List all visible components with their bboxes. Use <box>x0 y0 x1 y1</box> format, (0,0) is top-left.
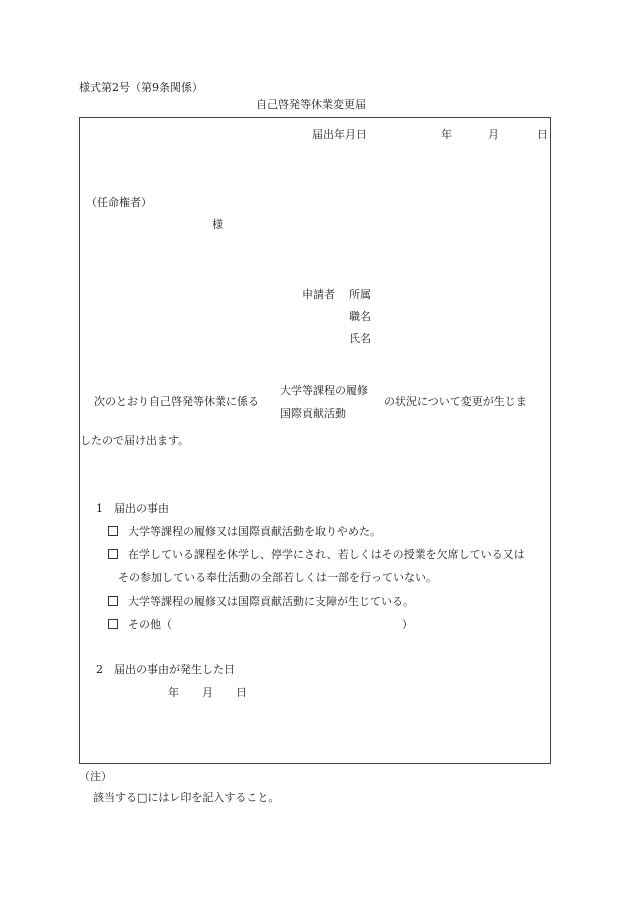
reason-item-1 <box>108 526 381 537</box>
applicant-affiliation: 所属 <box>349 288 371 301</box>
reason-text: 大学等課程の履修又は国際貢献活動に支障が生じている。 <box>128 595 414 608</box>
checkbox[interactable] <box>108 619 118 629</box>
applicant-position: 職名 <box>349 310 371 323</box>
note-label: （注） <box>79 770 112 783</box>
reason-text: 在学している課程を休学し、停学にされ、若しくはその授業を欠席している又は <box>128 548 525 561</box>
date-year: 年 <box>441 128 452 141</box>
reason-item-4 <box>108 619 172 630</box>
reason-item-2 <box>108 549 525 560</box>
checkbox[interactable] <box>108 596 118 606</box>
checkbox[interactable] <box>108 549 118 559</box>
form-number: 様式第2号（第9条関係） <box>79 81 203 94</box>
date-day: 日 <box>537 128 548 141</box>
occurrence-year: 年 <box>168 686 179 699</box>
reason-text: その他（ <box>128 618 172 631</box>
date-month: 月 <box>488 128 499 141</box>
date-label: 届出年月日 <box>312 128 367 141</box>
occurrence-month: 月 <box>202 686 213 699</box>
statement-option-1: 大学等課程の履修 <box>280 384 368 397</box>
section2-heading: 2 届出の事由が発生した日 <box>96 663 235 676</box>
checkbox[interactable] <box>108 526 118 536</box>
statement-prefix: 次のとおり自己啓発等休業に係る <box>94 395 259 408</box>
section1-heading: 1 届出の事由 <box>96 502 169 515</box>
note-text: 該当する□にはレ印を記入すること。 <box>93 791 280 804</box>
applicant-name: 氏名 <box>349 332 371 345</box>
form-title: 自己啓発等休業変更届 <box>256 98 366 111</box>
authority-honorific: 様 <box>212 218 223 231</box>
statement-continuation: したので届け出ます。 <box>80 434 190 447</box>
reason-item-3 <box>108 596 414 607</box>
reason-item-2-continuation: その参加している奉仕活動の全部若しくは一部を行っていない。 <box>118 571 437 584</box>
applicant-label: 申請者 <box>302 288 335 301</box>
reason-text: 大学等課程の履修又は国際貢献活動を取りやめた。 <box>128 525 381 538</box>
authority-label: （任命権者） <box>86 196 152 209</box>
statement-suffix: の状況について変更が生じま <box>384 395 527 408</box>
statement-option-2: 国際貢献活動 <box>280 407 346 420</box>
other-close-paren: ） <box>402 618 413 631</box>
occurrence-day: 日 <box>236 686 247 699</box>
